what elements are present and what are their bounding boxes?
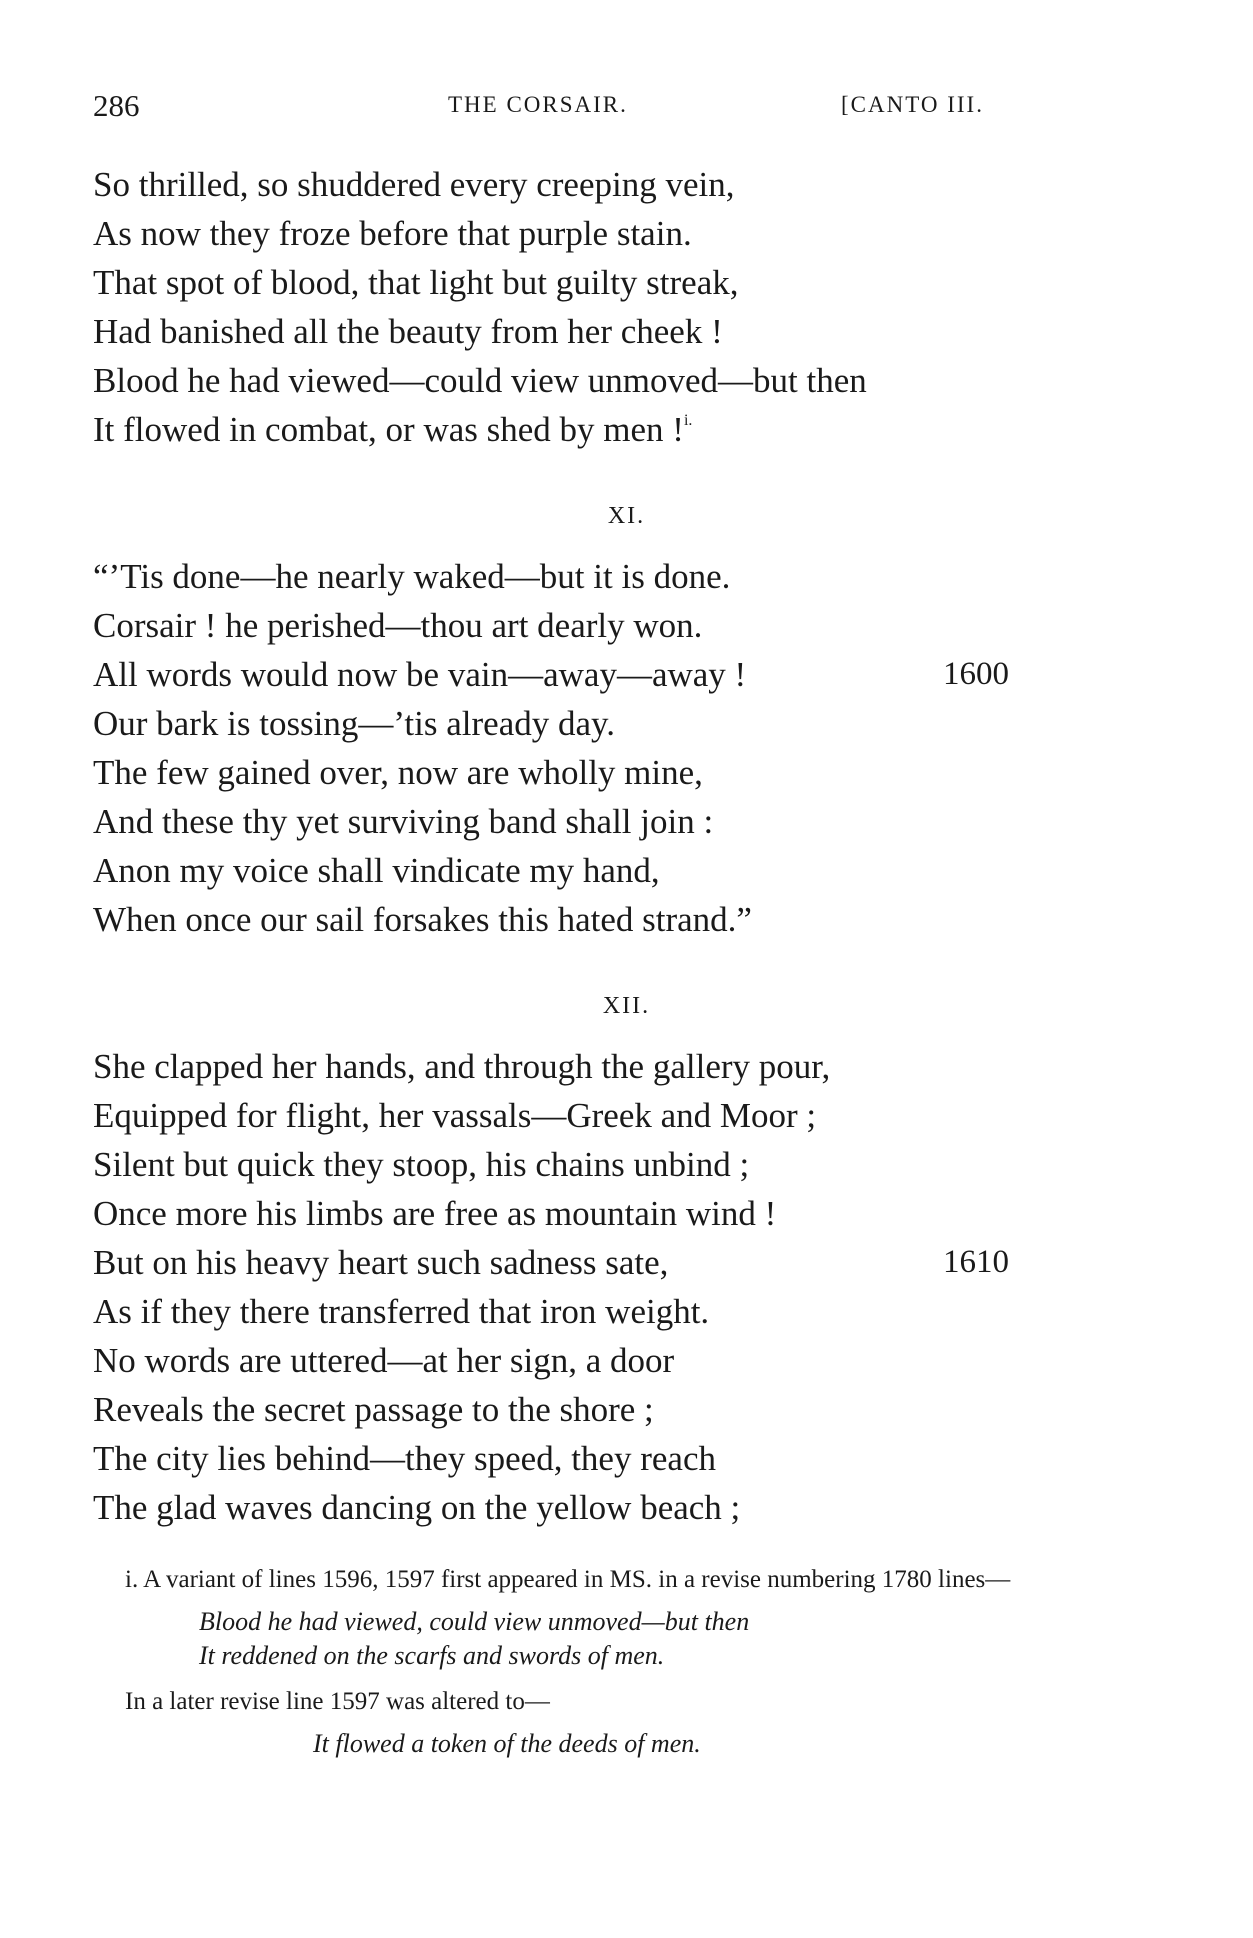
- footnotes: [93, 1563, 1033, 1769]
- footnote-reference: i.: [683, 412, 693, 429]
- verse-line: All words would now be vain—away—away ! 1600: [93, 650, 1033, 699]
- footnote-quote-line: It reddened on the scarfs and swords of men.: [199, 1641, 665, 1670]
- stanza-continuation: [93, 160, 1033, 454]
- verse-line: Equipped for flight, her vassals—Greek and Moor ;: [93, 1096, 817, 1135]
- verse-line: But on his heavy heart such sadness sate, 1610: [93, 1238, 1033, 1287]
- footnote-text: i. A variant of lines 1596, 1597 first appeared in MS. in a revise numbering 1780 lines—: [125, 1566, 1011, 1593]
- verse-line: As if they there transferred that iron weight.: [93, 1292, 710, 1331]
- verse-line: That spot of blood, that light but guilty streak,: [93, 263, 739, 302]
- verse-line: Anon my voice shall vindicate my hand,: [93, 851, 660, 890]
- running-title: THE CORSAIR.: [448, 92, 628, 117]
- line-number: 1610: [943, 1244, 1009, 1280]
- running-header: [93, 88, 1028, 128]
- verse-line: She clapped her hands, and through the gallery pour,: [93, 1047, 831, 1086]
- line-number: 1600: [943, 656, 1009, 692]
- verse-line: As now they froze before that purple stain.: [93, 214, 692, 253]
- verse-line: Corsair ! he perished—thou art dearly won.: [93, 606, 703, 645]
- verse-line: When once our sail forsakes this hated strand.”: [93, 900, 752, 939]
- footnote-text: In a later revise line 1597 was altered to—: [125, 1688, 550, 1715]
- section-number-xi: XI.: [607, 503, 646, 529]
- verse-line: Our bark is tossing—’tis already day.: [93, 704, 615, 743]
- section-number-xii: XII.: [602, 993, 651, 1019]
- stanza-xi: [93, 552, 1033, 944]
- verse-line: Once more his limbs are free as mountain wind !: [93, 1194, 777, 1233]
- page-number: 286: [93, 88, 140, 123]
- verse-line: So thrilled, so shuddered every creeping vein,: [93, 165, 735, 204]
- footnote-quote-line: Blood he had viewed, could view unmoved—but then: [199, 1607, 750, 1636]
- verse-line: It flowed in combat, or was shed by men !$^{i.}$: [93, 410, 693, 449]
- verse-line: Had banished all the beauty from her cheek !: [93, 312, 723, 351]
- verse-line: “’Tis done—he nearly waked—but it is done.: [93, 557, 731, 596]
- verse-line: No words are uttered—at her sign, a door: [93, 1341, 675, 1380]
- verse-line: And these thy yet surviving band shall join :: [93, 802, 714, 841]
- verse-line: The city lies behind—they speed, they reach: [93, 1439, 716, 1478]
- verse-line: Reveals the secret passage to the shore ;: [93, 1390, 654, 1429]
- footnote-quote: [93, 1605, 1033, 1673]
- canto-label: [CANTO III.: [841, 92, 984, 117]
- footnote-quote: [93, 1727, 1033, 1761]
- stanza-xii: [93, 1042, 1033, 1532]
- verse-line: Silent but quick they stoop, his chains unbind ;: [93, 1145, 750, 1184]
- verse-line: The few gained over, now are wholly mine,: [93, 753, 703, 792]
- footnote-quote-line: It flowed a token of the deeds of men.: [313, 1729, 701, 1758]
- verse-line: Blood he had viewed—could view unmoved—but then: [93, 361, 867, 400]
- verse-line: The glad waves dancing on the yellow beach ;: [93, 1488, 741, 1527]
